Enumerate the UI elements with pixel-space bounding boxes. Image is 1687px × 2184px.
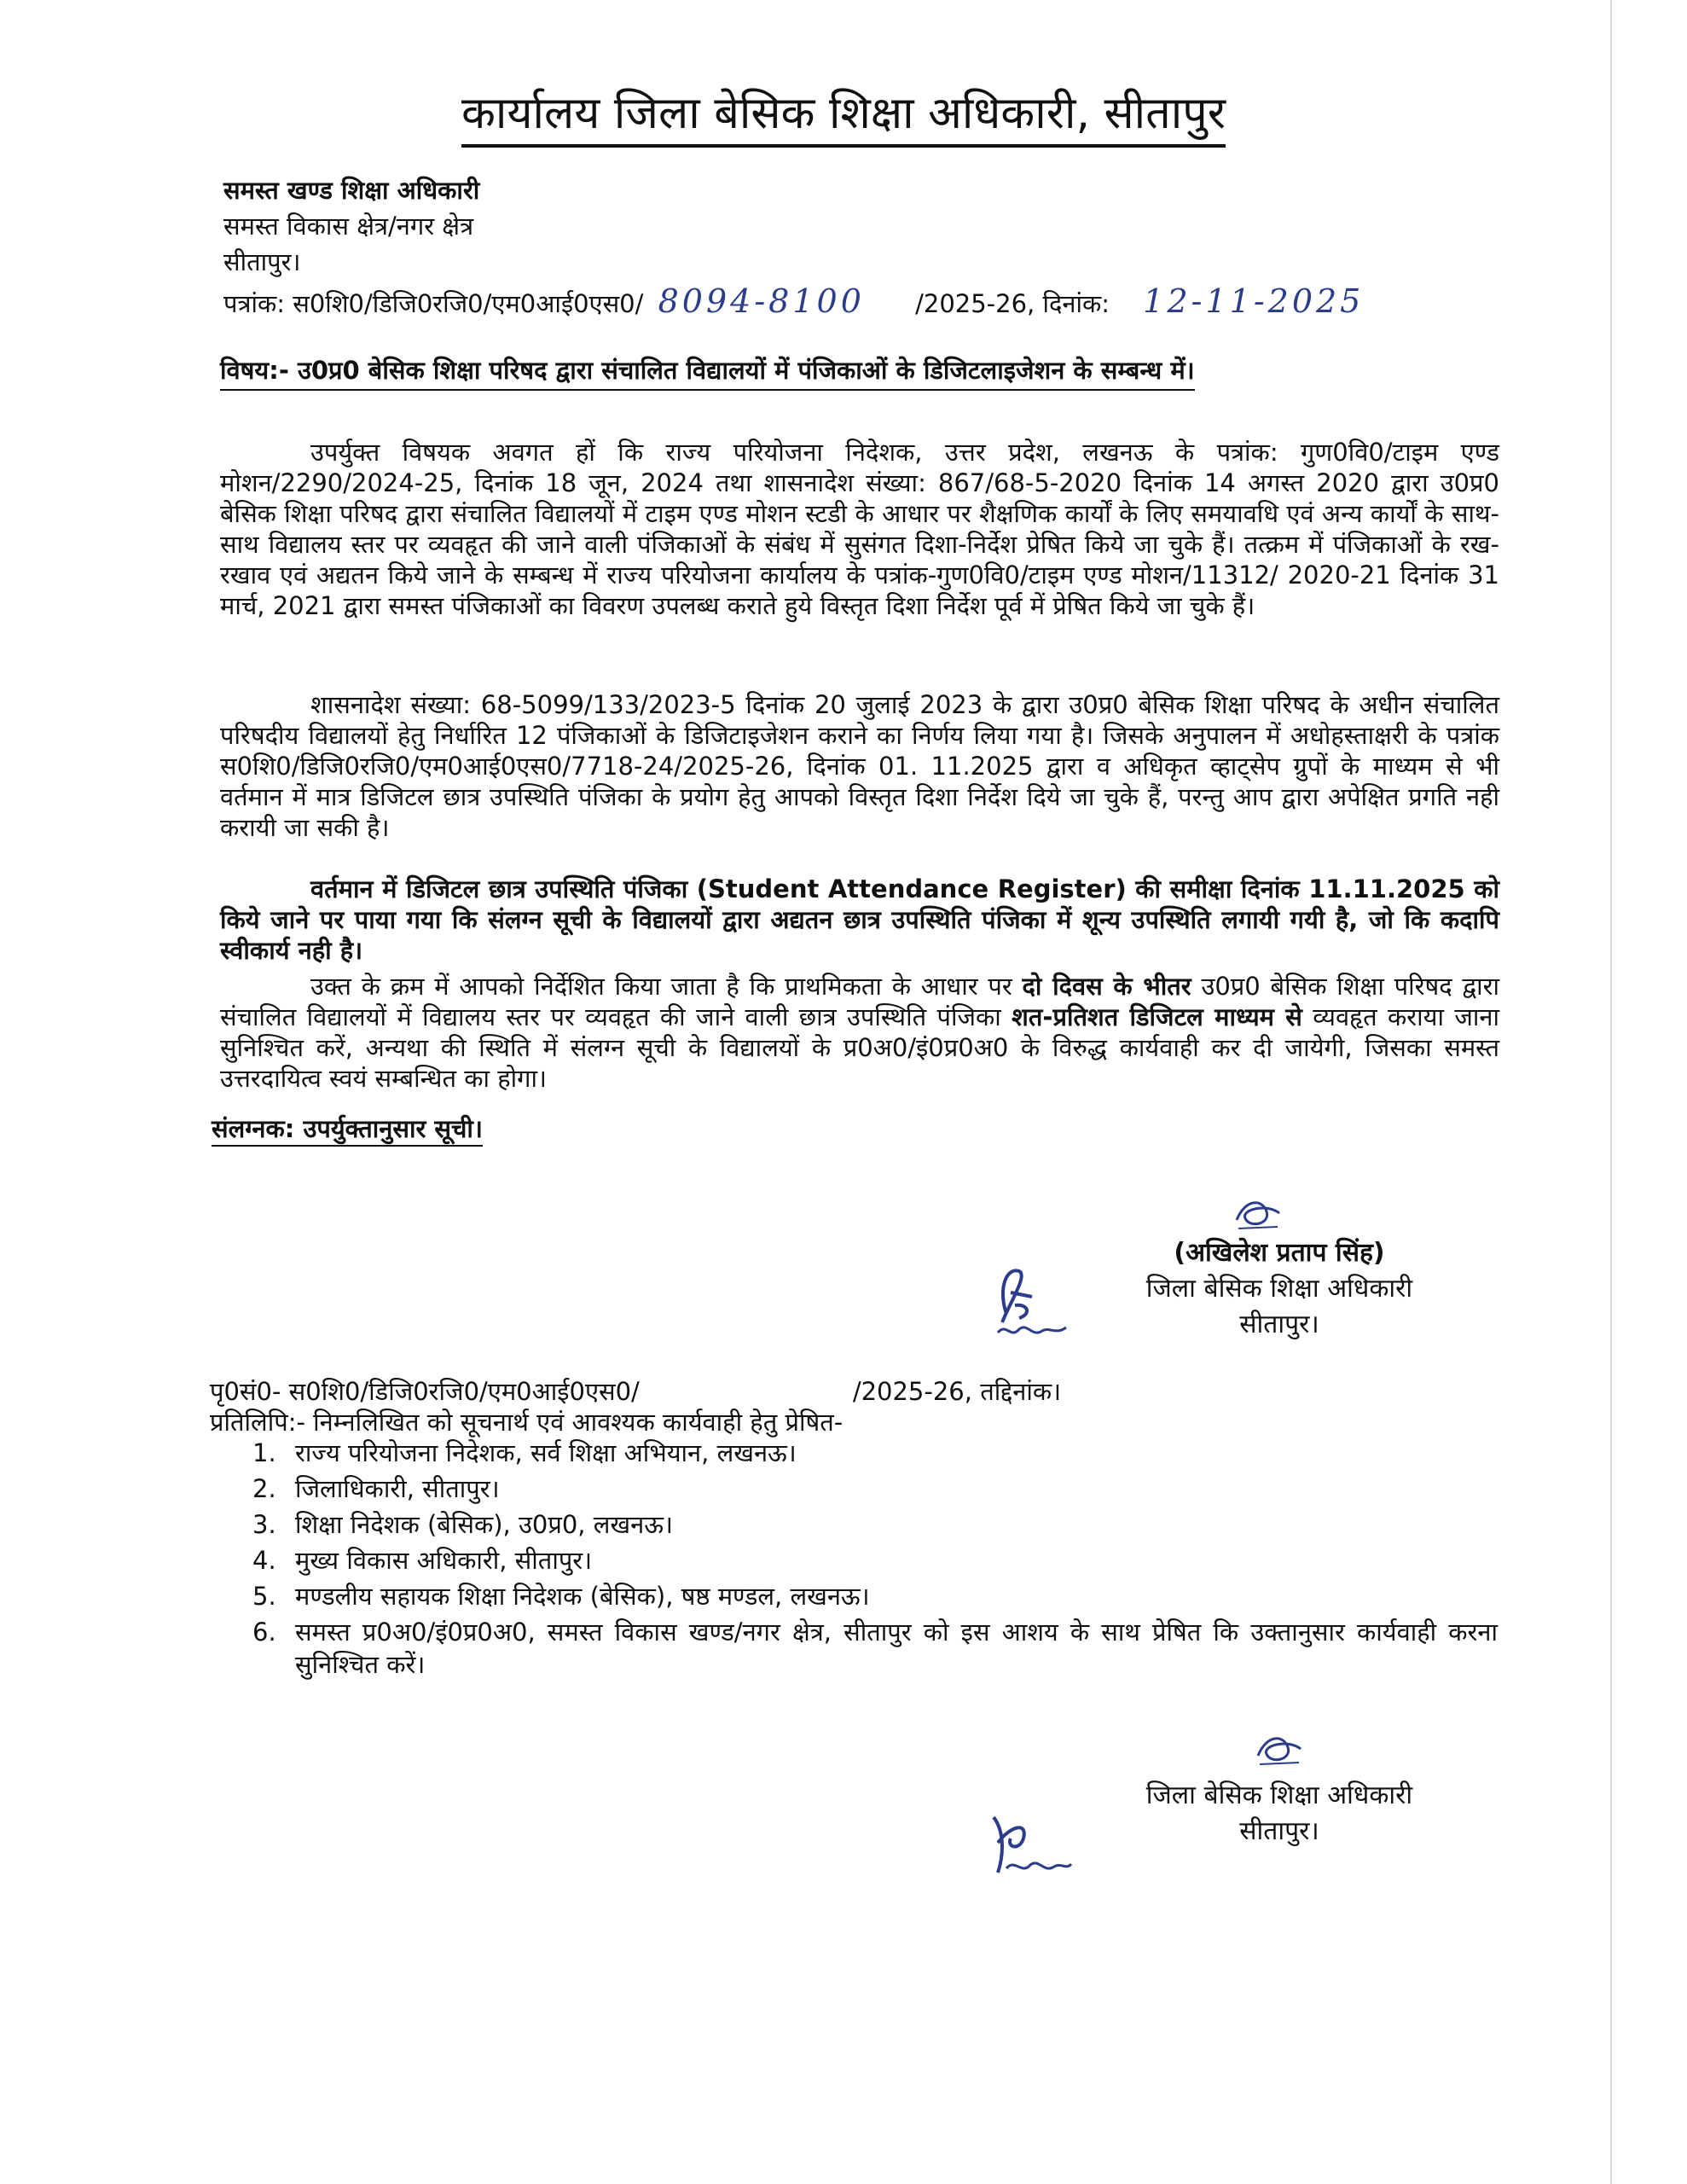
signature-block-2 — [1109, 1778, 1450, 1850]
copy-to-list — [252, 1437, 1498, 1684]
clerk-signature-icon — [972, 1792, 1075, 1885]
reference-prefix: पत्रांक: स0शि0/डिजि0रजि0/एम0आई0एस0/ — [223, 289, 644, 318]
addressee-line-2: समस्त विकास क्षेत्र/नगर क्षेत्र — [223, 212, 474, 241]
officer-designation: जिला बेसिक शिक्षा अधिकारी — [1145, 1274, 1413, 1304]
officer-place-2: सीतापुर। — [1239, 1816, 1319, 1846]
reference-line — [223, 282, 1365, 320]
body-paragraph-4: उक्त के क्रम में आपको निर्देशित किया जाता है कि प्राथमिकता के आधार पर दो दिवस के भीतर उ0प्र0 बेसिक शिक्षा परिषद द्वारा संचालित विद्यालयों में विद्यालय स्तर पर व्यवहृत की जाने वाली छात्र उपस्थिति पंजिका शत-प्रतिशत डिजिटल माध्यम से व्यवहृत कराया जाना सुनिश्चित करें, अन्यथा की स्थिति में संलग्न सूची के विद्यालयों के प्र0अ0/इं0प्र0अ0 के विरुद्ध कार्यवाही कर दी जायेगी, जिसका समस्त उत्तरदायित्व स्वयं सम्बन्धित का होगा। — [220, 972, 1499, 1093]
addressee-line-1: समस्त खण्ड शिक्षा अधिकारी — [223, 176, 480, 205]
list-item: 5. मण्डलीय सहायक शिक्षा निदेशक (बेसिक), षष्ठ मण्डल, लखनऊ। — [252, 1582, 870, 1611]
handwritten-date: 12-11-2025 — [1143, 282, 1365, 320]
signature-block-1 — [1109, 1235, 1450, 1343]
body-paragraph-2: शासनादेश संख्या: 68-5099/133/2023-5 दिनांक 20 जुलाई 2023 के द्वारा उ0प्र0 बेसिक शिक्षा परिषद के अधीन संचालित परिषदीय विद्यालयों हेतु निर्धारित 12 पंजिकाओं के डिजिटाइजेशन कराने का निर्णय लिया गया है। जिसके अनुपालन में अधोहस्ताक्षरी के पत्रांक स0शि0/डिजि0रजि0/एम0आई0एस0/7718-24/2025-26, दिनांक 01. 11.2025 द्वारा व अधिकृत व्हाट्सेप ग्रुपों के माध्यम से भी वर्तमान में मात्र डिजिटल छात्र उपस्थिति पंजिका के प्रयोग हेतु आपको विस्तृत दिशा निर्देश दिये जा चुके हैं, परन्तु आप द्वारा अपेक्षित प्रगति नही करायी जा सकी है। — [220, 690, 1499, 842]
endorsement-reference: पृ0सं0- स0शि0/डिजि0रजि0/एम0आई0एस0/ /2025-26, तद्दिनांक। — [210, 1377, 1062, 1406]
copy-to-intro: प्रतिलिपि:- निम्नलिखित को सूचनार्थ एवं आवश्यक कार्यवाही हेतु प्रेषित- — [210, 1408, 844, 1437]
deadline-emphasis: दो दिवस के भीतर — [1022, 972, 1191, 1001]
enclosure-line: संलग्नक: उपर्युक्तानुसार सूची। — [212, 1112, 483, 1147]
list-item: 2. जिलाधिकारी, सीतापुर। — [252, 1474, 500, 1503]
clerk-signature-icon — [981, 1254, 1075, 1348]
body-paragraph-3: वर्तमान में डिजिटल छात्र उपस्थिति पंजिका (Student Attendance Register) की समीक्षा दिनांक 11.11.2025 को किये जाने पर पाया गया कि संलग्न सूची के विद्यालयों द्वारा अद्यतन छात्र उपस्थिति पंजिका में शून्य उपस्थिति लगायी गयी है, जो कि कदापि स्वीकार्य नही है। — [220, 874, 1499, 965]
list-item: 3. शिक्षा निदेशक (बेसिक), उ0प्र0, लखनऊ। — [252, 1510, 673, 1539]
digital-emphasis: शत-प्रतिशत डिजिटल माध्यम से — [1012, 1002, 1302, 1031]
list-item: 1. राज्य परियोजना निदेशक, सर्व शिक्षा अभियान, लखनऊ। — [252, 1438, 797, 1467]
body-paragraph-1: उपर्युक्त विषयक अवगत हों कि राज्य परियोजना निदेशक, उत्तर प्रदेश, लखनऊ के पत्रांक: गुण0वि0/टाइम एण्ड मोशन/2290/2024-25, दिनांक 18 जून, 2024 तथा शासनादेश संख्या: 867/68-5-2020 दिनांक 14 अगस्त 2020 द्वारा उ0प्र0 बेसिक शिक्षा परिषद द्वारा संचालित विद्यालयों में टाइम एण्ड मोशन स्टडी के आधार पर शैक्षणिक कार्यों के लिए समयावधि एवं अन्य कार्यों के साथ-साथ विद्यालय स्तर पर व्यवहृत की जाने वाली पंजिकाओं के संबंध में सुसंगत दिशा-निर्देश प्रेषित किये जा चुके हैं। तत्क्रम में पंजिकाओं के रख-रखाव एवं अद्यतन किये जाने के सम्बन्ध में राज्य परियोजना कार्यालय के पत्रांक-गुण0वि0/टाइम एण्ड मोशन/11312/ 2020-21 दिनांक 31 मार्च, 2021 द्वारा समस्त पंजिकाओं का विवरण उपलब्ध कराते हुये विस्तृत दिशा निर्देश पूर्व में प्रेषित किये जा चुके हैं। — [220, 438, 1499, 620]
office-title: कार्यालय जिला बेसिक शिक्षा अधिकारी, सीतापुर — [0, 84, 1687, 143]
officer-name: (अखिलेश प्रताप सिंह) — [1174, 1238, 1385, 1268]
signature-initial-icon — [1249, 1730, 1309, 1773]
scan-edge-line — [1610, 0, 1612, 2184]
officer-place: सीतापुर। — [1239, 1310, 1319, 1339]
list-item: 6. समस्त प्र0अ0/इं0प्र0अ0, समस्त विकास खण्ड/नगर क्षेत्र, सीतापुर को इस आशय के साथ प्रेषित कि उक्तानुसार कार्यवाही करना सुनिश्चित करें। — [252, 1618, 1498, 1679]
reference-suffix: /2025-26, दिनांक: — [915, 289, 1110, 318]
handwritten-letter-number: 8094-8100 — [658, 282, 865, 320]
addressee-line-3: सीतापुर। — [223, 247, 301, 276]
signature-initial-icon — [1228, 1194, 1288, 1237]
list-item: 4. मुख्य विकास अधिकारी, सीतापुर। — [252, 1546, 593, 1575]
officer-designation-2: जिला बेसिक शिक्षा अधिकारी — [1145, 1780, 1413, 1810]
subject-line: विषय:- उ0प्र0 बेसिक शिक्षा परिषद द्वारा संचालित विद्यालयों में पंजिकाओं के डिजिटलाइजेशन के सम्बन्ध में। — [220, 353, 1195, 391]
